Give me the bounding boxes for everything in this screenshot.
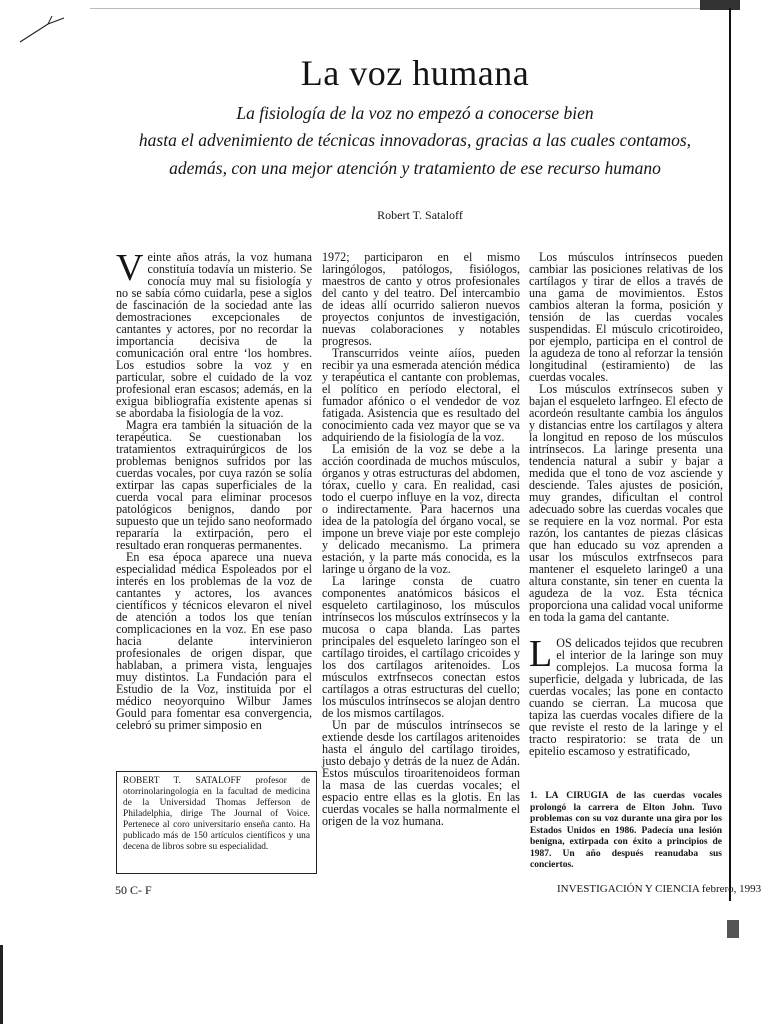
subtitle-line-3: además, con una mejor atención y tratamiento de ese recurso humano [169,158,661,178]
pen-mark [18,10,68,44]
paragraph: La laringe consta de cuatro componentes anatómicos básicos el esqueleto cartilaginoso, los músculos intrínsecos los músculos extrínsecos y la mucosa o capa blanda. Las partes principales del esqueleto laríngeo son el cartílago tiroides, el cartílago cricoides y los dos cartílagos aritenoides. Los músculos extrfnsecos conectan estos cartílagos a otras estructuras del cuello; los músculos intrínsecos se alojan dentro de los mismos cartílagos. [322,574,520,720]
top-border-line [90,8,730,9]
paragraph: Magra era también la situación de la terapéutica. Se cuestionaban los tratamientos extraquirúrgicos de los problemas benignos sufridos por las cuerdas vocales, por cuya razón se solía extirpar las capas superficiales de la cuerda vocal para eliminar procesos patológicos benignos, dando por supuesto que un tejido sano neoformado repararía la extirpación, pero el resultado eran ronqueras permanentes. [116,418,312,552]
page-number: 50 C- F [115,883,152,897]
paragraph-text: einte años atrás, la voz humana constituía todavía un misterio. Se conocía muy mal su fisiología y no se sabía cómo cuidarla, pese a siglos de fascinación de la sociedad ante las demostraciones excepcionales de cantantes y actores, por no recordar la importancia decisiva de la comunicación oral entre ‘los hombres. Los estudios sobre la voz y en particular, sobre el cuidado de la voz profesional eran escasos; además, en la exigua bibliografía existente apenas si se abordaba la fisiología de la voz. [116,250,312,420]
text-column-1 [116,247,312,732]
drop-cap: V [116,247,144,289]
author-bio-box: ROBERT T. SATALOFF profesor de otorrinolaringología en la facultad de medicina de la Universidad Thomas Jefferson de Philadelphia, dirige The Journal of Voice. Pertenece al coro universitario enseña canto. Ha publicado más de 150 artículos científicos y una decena de libros sobre su especialidad. [116,771,317,874]
paragraph [116,247,312,420]
figure-caption: 1. LA CIRUGIA de las cuerdas vocales prolongó la carrera de Elton John. Tuvo problemas con su voz durante una gira por los Estados Unidos en 1986. Padecía una lesión benigna, extirpada con éxito a principios de 1987. Un año después reanudaba sus conciertos. [530,791,722,870]
author-byline: Robert T. Sataloff [377,208,463,222]
right-edge-tab [727,920,739,938]
journal-footer: INVESTIGACIÓN Y CIENCIA febrero, 1993 [557,883,762,895]
paragraph: Los músculos extrínsecos suben y bajan el esqueleto larfngeo. El efecto de acordeón resultante cambia los ángulos y distancias entre los cartílagos y altera la longitud en reposo de los músculos intrínsecos. La laringe presenta una tendencia natural a subir y bajar a medida que el tono de voz asciende y desciende. Tales ajustes de posición, muy grandes, dificultan el control adecuado sobre las cuerdas vocales que se requiere en la voz normal. Por esta razón, los cantantes de piezas clásicas que han educado su voz aprenden a usar los músculos extrfnsecos para mantener el esqueleto laringe0 a una altura constante, sin tener en cuenta la agudeza de la voz. Esta técnica proporciona una calidad vocal uniforme en toda la gama del cantante. [529,382,723,624]
article-title: La voz humana [300,53,530,93]
paragraph: En esa época aparece una nueva especialidad médica Espoleados por el interés en los problemas de la voz de cantantes y actores, los avances científicos y técnicos elevaron el nivel de atención a todos los que tenían complicaciones en la voz. En ese paso hacia delante intervinieron profesionales de origen dispar, que hablaban, a primera vista, lenguajes muy distintos. La Fundación para el Estudio de la Voz, instituida por el médico neoyorquino Wilbur James Gould para fomentar esa convergencia, celebró su primer simposio en [116,550,312,732]
paragraph: Los músculos intrínsecos pueden cambiar las posiciones relativas de los cartílagos y tirar de ellos a través de una gama de movimientos. Estos cambios alteran la forma, posición y tensión de las cuerdas vocales suspendidas. El músculo cricotiroideo, por ejemplo, participa en el control de la agudeza de tono al reforzar la tensión longitudinal (estiramiento) de las cuerdas vocales. [529,250,723,384]
subtitle-line-2: hasta el advenimiento de técnicas innovadoras, gracias a las cuales contamos, [138,130,692,150]
paragraph: 1972; participaron en el mismo laringólogos, patólogos, fisiólogos, maestros de canto y otros profesionales del canto y del teatro. Del intercambio de ideas allí ocurrido salieron nuevos proyectos conjuntos de investigación, nuevas colaboraciones y notables progresos. [322,250,520,348]
paragraph: Transcurridos veinte aííos, pueden recibir ya una esmerada atención médica y terapéutica el cantante con problemas, el político en período electoral, el fumador afónico o el vendedor de voz fatigada. Asistencia que es resultado del conocimiento cada vez mayor que se va adquiriendo de la fisiología de la voz. [322,346,520,444]
subtitle-line-1: La fisiología de la voz no empezó a conocerse bien [236,103,594,123]
paragraph: Un par de músculos intrínsecos se extiende desde los cartílagos aritenoides hasta el ángulo del cartílago tiroides, justo debajo y detrás de la nuez de Adán. Estos músculos tiroaritenoideos forman la masa de las cuerdas vocales; el espacio entre ellas es la glotis. En las cuerdas vocales se halla normalmente el origen de la voz humana. [322,718,520,828]
paragraph: La emisión de la voz se debe a la acción coordinada de muchos músculos, órganos y otras estructuras del abdomen, tórax, cuello y cara. En realidad, casi todo el cuerpo influye en la voz, directa o indirectamente. Para hacernos una idea de la patología del órgano vocal, se impone un breve viaje por este complejo y delicado mecanismo. La primera estación, y la parte más conocida, es la laringe u órgano de la voz. [322,442,520,576]
text-column-3 [529,251,723,757]
left-edge-mark [0,945,3,1024]
drop-cap: L [529,633,553,675]
text-column-2 [322,251,520,827]
top-right-corner-mark [700,0,740,10]
paragraph [529,633,723,758]
paragraph-text: delicados tejidos que recubren el interior de la laringe son muy complejos. La mucosa forma la superficie, delgada y lubricada, de las cuerdas vocales; las pone en contacto cuando se cierran. La mucosa que tapiza las cuerdas vocales difiere de la que reviste el resto de la laringe y el tracto respiratorio: se trata de un epitelio escamoso y estratificado, [529,636,723,758]
small-caps-text: OS [556,636,572,650]
